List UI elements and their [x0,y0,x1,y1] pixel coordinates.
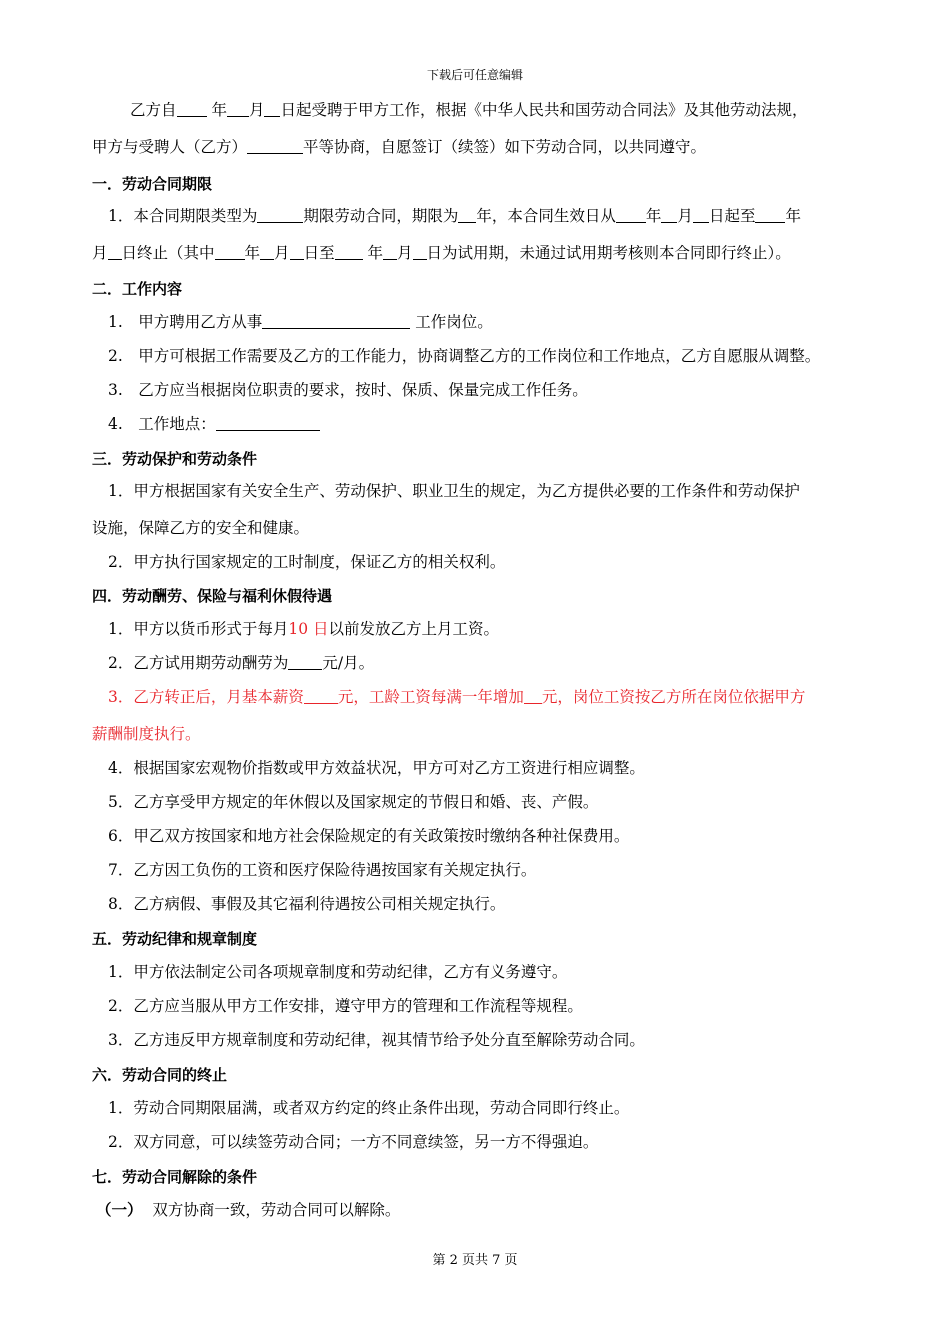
s4-item-7: 7．乙方因工负伤的工资和医疗保险待遇按国家有关规定执行。 [108,861,537,879]
section-title: 三．劳动保护和劳动条件 [92,450,258,468]
section-title: 一．劳动合同期限 [92,175,213,193]
blank-field[interactable] [693,206,709,223]
text: 以前发放乙方上月工资。 [328,620,500,638]
blank-field[interactable] [260,243,274,260]
blank-field[interactable] [216,414,320,431]
section-title: 四．劳动酬劳、保险与福利休假待遇 [92,587,333,605]
text: 1．本合同期限类型为 [108,207,258,225]
blank-field[interactable] [247,137,303,154]
blank-field[interactable] [264,100,280,117]
blank-field[interactable] [262,312,410,329]
s5-item-1: 1．甲方依法制定公司各项规章制度和劳动纪律，乙方有义务遵守。 [108,963,568,981]
blank-field[interactable] [227,100,249,117]
page-header: 下载后可任意编辑 [426,68,523,82]
s4-item-6: 6．甲乙双方按国家和地方社会保险规定的有关政策按时缴纳各种社保费用。 [108,827,630,845]
text: 元，工龄工资每满一年增加 [337,688,524,706]
text: 3．乙方转正后，月基本薪资 [108,688,304,706]
blank-field[interactable] [177,100,207,117]
section-title: 六．劳动合同的终止 [92,1066,228,1084]
text: 日终止（其中 [121,244,215,262]
s4-item-1 [108,619,870,639]
blank-field[interactable] [458,206,476,223]
text: 元/月。 [322,654,375,672]
s1-item-1-cont [92,243,870,263]
blank-field[interactable] [304,687,338,704]
s5-item-3: 3．乙方违反甲方规章制度和劳动纪律，视其情节给予处分直至解除劳动合同。 [108,1031,645,1049]
s3-item-1-cont: 设施，保障乙方的安全和健康。 [92,519,310,537]
s1-item-1 [108,206,870,226]
s5-item-2: 2．乙方应当服从甲方工作安排，遵守甲方的管理和工作流程等规程。 [108,997,583,1015]
s6-item-1: 1．劳动合同期限届满，或者双方约定的终止条件出现，劳动合同即行终止。 [108,1099,630,1117]
text: 期限劳动合同，期限为 [303,207,459,225]
text: 乙方自 [130,101,177,119]
s3-item-1: 1．甲方根据国家有关安全生产、劳动保护、职业卫生的规定，为乙方提供必要的工作条件和劳动保护 [108,482,800,500]
blank-field[interactable] [383,243,397,260]
text: 1．甲方以货币形式于每月 [108,620,289,638]
text: 工作岗位。 [415,313,493,331]
blank-field[interactable] [413,243,427,260]
text: 月 [92,244,108,262]
blank-field[interactable] [257,206,303,223]
blank-field[interactable] [524,687,542,704]
page-footer: 第 2 页共 7 页 [432,1253,518,1268]
text: 日起受聘于甲方工作，根据《中华人民共和国劳动合同法》及其他劳动法规， [280,101,808,119]
text: 日至 [303,244,335,262]
text: 月 [677,207,693,225]
blank-field[interactable] [290,243,304,260]
s4-item-4: 4．根据国家宏观物价指数或甲方效益状况，甲方可对乙方工资进行相应调整。 [108,759,645,777]
s2-item-2: 2. 甲方可根据工作需要及乙方的工作能力，协商调整乙方的工作岗位和工作地点，乙方自愿服从调整。 [108,347,821,365]
s4-item-2 [108,653,870,673]
text: 月 [397,244,413,262]
text: 月 [248,101,265,119]
s4-item-8: 8．乙方病假、事假及其它福利待遇按公司相关规定执行。 [108,895,506,913]
intro-line-1 [130,100,870,120]
blank-field[interactable] [755,206,785,223]
text: 年，本合同生效日从 [476,207,616,225]
section-title: 二．工作内容 [92,280,183,298]
blank-field[interactable] [616,206,646,223]
s3-item-2: 2．甲方执行国家规定的工时制度，保证乙方的相关权利。 [108,553,506,571]
s6-item-2: 2．双方同意，可以续签劳动合同；一方不同意续签，另一方不得强迫。 [108,1133,599,1151]
s4-item-3 [108,687,870,707]
text: 年 [211,101,227,119]
text: 年 [244,244,261,262]
s4-item-5: 5．乙方享受甲方规定的年休假以及国家规定的节假日和婚、丧、产假。 [108,793,599,811]
s4-item-3-cont: 薪酬制度执行。 [92,725,201,743]
item-number: （一） [96,1201,143,1219]
text: 年 [645,207,662,225]
s7-item-1 [96,1200,870,1220]
blank-field[interactable] [288,653,322,670]
section-title: 七．劳动合同解除的条件 [92,1168,258,1186]
s2-item-1 [108,312,870,332]
text: 双方协商一致，劳动合同可以解除。 [152,1201,401,1219]
blank-field[interactable] [108,243,122,260]
blank-field[interactable] [661,206,677,223]
intro-line-2 [92,137,870,157]
text: 4. 工作地点： [108,415,216,433]
text: 年 [367,244,384,262]
text: 年 [785,207,801,225]
section-title: 五．劳动纪律和规章制度 [92,930,258,948]
s2-item-4 [108,414,870,434]
blank-field[interactable] [215,243,245,260]
text: 日起至 [708,207,756,225]
text: 元，岗位工资按乙方所在岗位依据甲方 [541,688,806,706]
text: 日为试用期，未通过试用期考核则本合同即行终止）。 [426,244,791,262]
text: 平等协商，自愿签订（续签）如下劳动合同，以共同遵守。 [303,138,707,156]
pay-day-highlight: 10 日 [288,620,329,638]
blank-field[interactable] [335,243,363,260]
text: 2．乙方试用期劳动酬劳为 [108,654,289,672]
s2-item-3: 3. 乙方应当根据岗位职责的要求，按时、保质、保量完成工作任务。 [108,381,588,399]
text: 甲方与受聘人（乙方） [92,138,248,156]
text: 1. 甲方聘用乙方从事 [108,313,263,331]
text: 月 [274,244,290,262]
